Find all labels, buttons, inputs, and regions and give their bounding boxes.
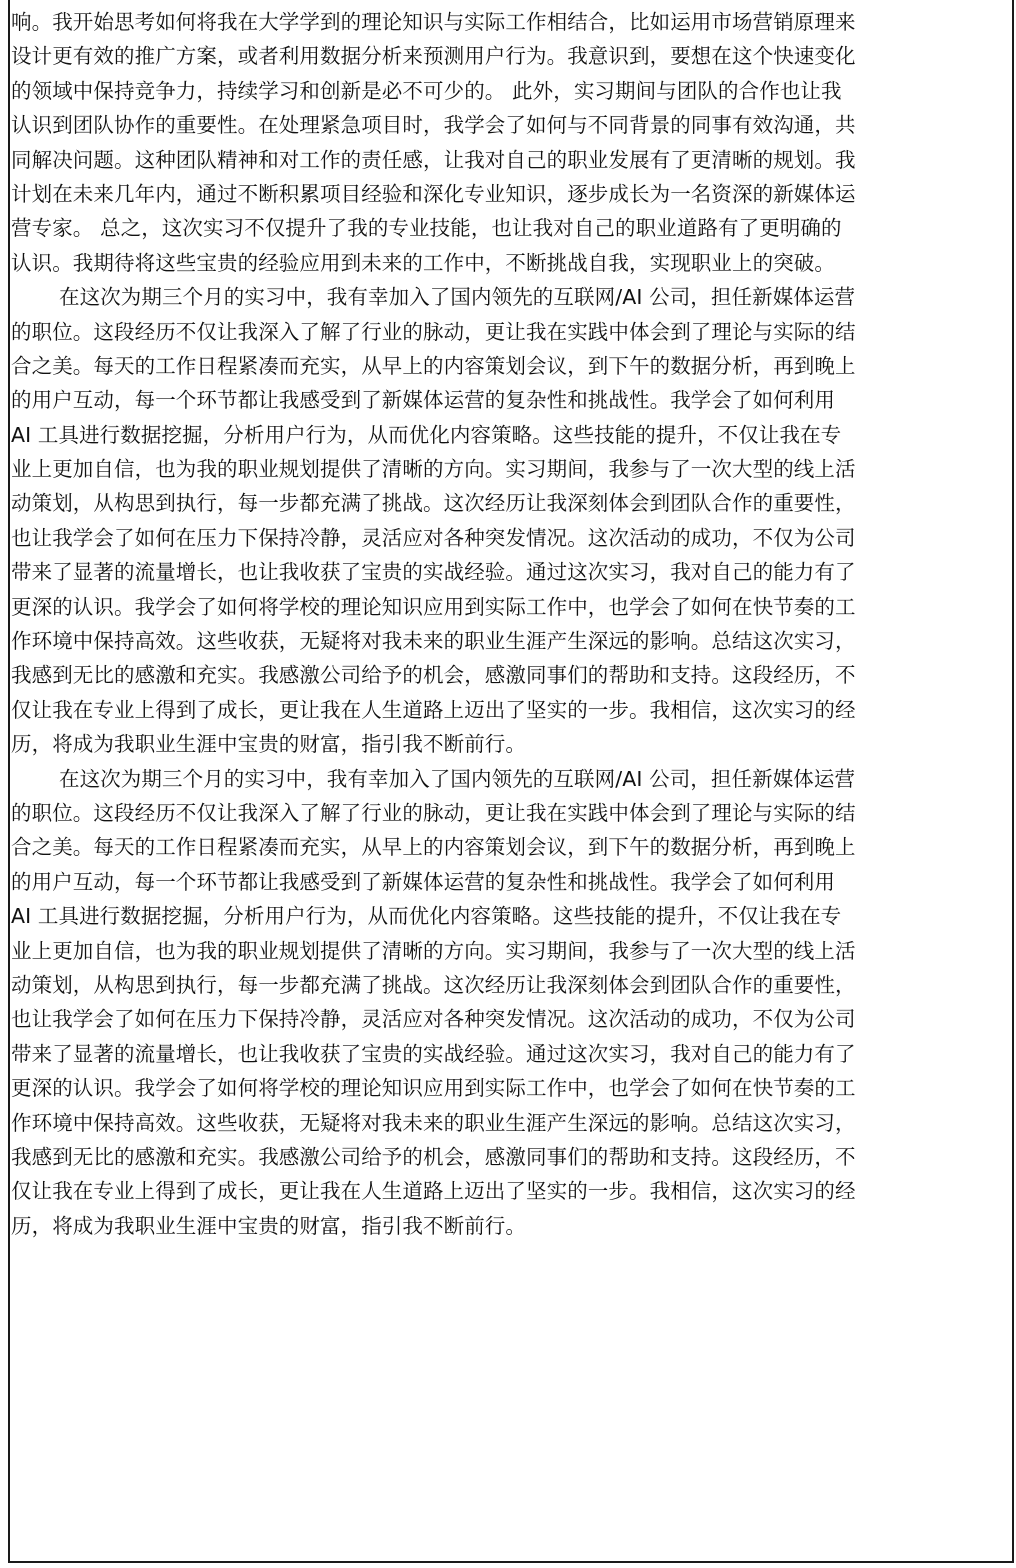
text-line: 的领域中保持竞争力，持续学习和创新是必不可少的。 此外，实习期间与团队的合作也让我: [11, 78, 842, 103]
text-line: 的用户互动，每一个环节都让我感受到了新媒体运营的复杂性和挑战性。我学会了如何利用: [11, 869, 835, 894]
text-line: 仅让我在专业上得到了成长，更让我在人生道路上迈出了坚实的一步。我相信，这次实习的经: [11, 1179, 856, 1204]
text-line: 的职位。这段经历不仅让我深入了解了行业的脉动，更让我在实践中体会到了理论与实际的结: [11, 319, 856, 344]
text-line: AI 工具进行数据挖掘，分析用户行为，从而优化内容策略。这些技能的提升，不仅让我在专: [11, 904, 842, 929]
text-line: 作环境中保持高效。这些收获，无疑将对我未来的职业生涯产生深远的影响。总结这次实习，: [11, 1110, 856, 1135]
text-line: 的用户互动，每一个环节都让我感受到了新媒体运营的复杂性和挑战性。我学会了如何利用: [11, 388, 835, 413]
text-line: 也让我学会了如何在压力下保持冷静，灵活应对各种突发情况。这次活动的成功，不仅为公司: [11, 1007, 856, 1032]
paragraph-start-line: 在这次为期三个月的实习中，我有幸加入了国内领先的互联网/AI 公司，担任新媒体运营: [59, 285, 856, 310]
text-line: 认识到团队协作的重要性。在处理紧急项目时，我学会了如何与不同背景的同事有效沟通，共: [11, 113, 856, 138]
text-line: 合之美。每天的工作日程紧凑而充实，从早上的内容策划会议，到下午的数据分析，再到晚上: [11, 353, 856, 378]
text-line: 我感到无比的感激和充实。我感激公司给予的机会，感激同事们的帮助和支持。这段经历，不: [11, 663, 856, 688]
text-line: 营专家。 总之，这次实习不仅提升了我的专业技能，也让我对自己的职业道路有了更明确的: [11, 216, 842, 241]
text-line: 历，将成为我职业生涯中宝贵的财富，指引我不断前行。: [11, 1213, 526, 1238]
text-line: 的职位。这段经历不仅让我深入了解了行业的脉动，更让我在实践中体会到了理论与实际的结: [11, 800, 856, 825]
text-line: 仅让我在专业上得到了成长，更让我在人生道路上迈出了坚实的一步。我相信，这次实习的经: [11, 697, 856, 722]
text-line: 业上更加自信，也为我的职业规划提供了清晰的方向。实习期间，我参与了一次大型的线上活: [11, 457, 856, 482]
text-line: AI 工具进行数据挖掘，分析用户行为，从而优化内容策略。这些技能的提升，不仅让我在专: [11, 422, 842, 447]
paragraph-start-line: 在这次为期三个月的实习中，我有幸加入了国内领先的互联网/AI 公司，担任新媒体运营: [59, 766, 856, 791]
text-line: 设计更有效的推广方案，或者利用数据分析来预测用户行为。我意识到，要想在这个快速变化: [11, 44, 856, 69]
text-line: 动策划，从构思到执行，每一步都充满了挑战。这次经历让我深刻体会到团队合作的重要性，: [11, 491, 856, 516]
text-line: 更深的认识。我学会了如何将学校的理论知识应用到实际工作中，也学会了如何在快节奏的工: [11, 1076, 856, 1101]
text-line: 带来了显著的流量增长，也让我收获了宝贵的实战经验。通过这次实习，我对自己的能力有了: [11, 1041, 856, 1066]
text-line: 同解决问题。这种团队精神和对工作的责任感，让我对自己的职业发展有了更清晰的规划。我: [11, 147, 856, 172]
text-line: 作环境中保持高效。这些收获，无疑将对我未来的职业生涯产生深远的影响。总结这次实习，: [11, 629, 856, 654]
text-line: 更深的认识。我学会了如何将学校的理论知识应用到实际工作中，也学会了如何在快节奏的工: [11, 594, 856, 619]
text-line: 业上更加自信，也为我的职业规划提供了清晰的方向。实习期间，我参与了一次大型的线上活: [11, 938, 856, 963]
text-line: 合之美。每天的工作日程紧凑而充实，从早上的内容策划会议，到下午的数据分析，再到晚上: [11, 835, 856, 860]
text-line: 动策划，从构思到执行，每一步都充满了挑战。这次经历让我深刻体会到团队合作的重要性，: [11, 972, 856, 997]
document-body: [11, 5, 1011, 1243]
text-line: 带来了显著的流量增长，也让我收获了宝贵的实战经验。通过这次实习，我对自己的能力有了: [11, 560, 856, 585]
text-line: 我感到无比的感激和充实。我感激公司给予的机会，感激同事们的帮助和支持。这段经历，不: [11, 1144, 856, 1169]
text-line: 也让我学会了如何在压力下保持冷静，灵活应对各种突发情况。这次活动的成功，不仅为公司: [11, 525, 856, 550]
text-line: 计划在未来几年内，通过不断积累项目经验和深化专业知识，逐步成长为一名资深的新媒体运: [11, 181, 856, 206]
text-line: 响。我开始思考如何将我在大学学到的理论知识与实际工作相结合，比如运用市场营销原理来: [11, 10, 856, 34]
text-line: 认识。我期待将这些宝贵的经验应用到未来的工作中，不断挑战自我，实现职业上的突破。: [11, 250, 835, 275]
text-line: 历，将成为我职业生涯中宝贵的财富，指引我不断前行。: [11, 732, 526, 757]
